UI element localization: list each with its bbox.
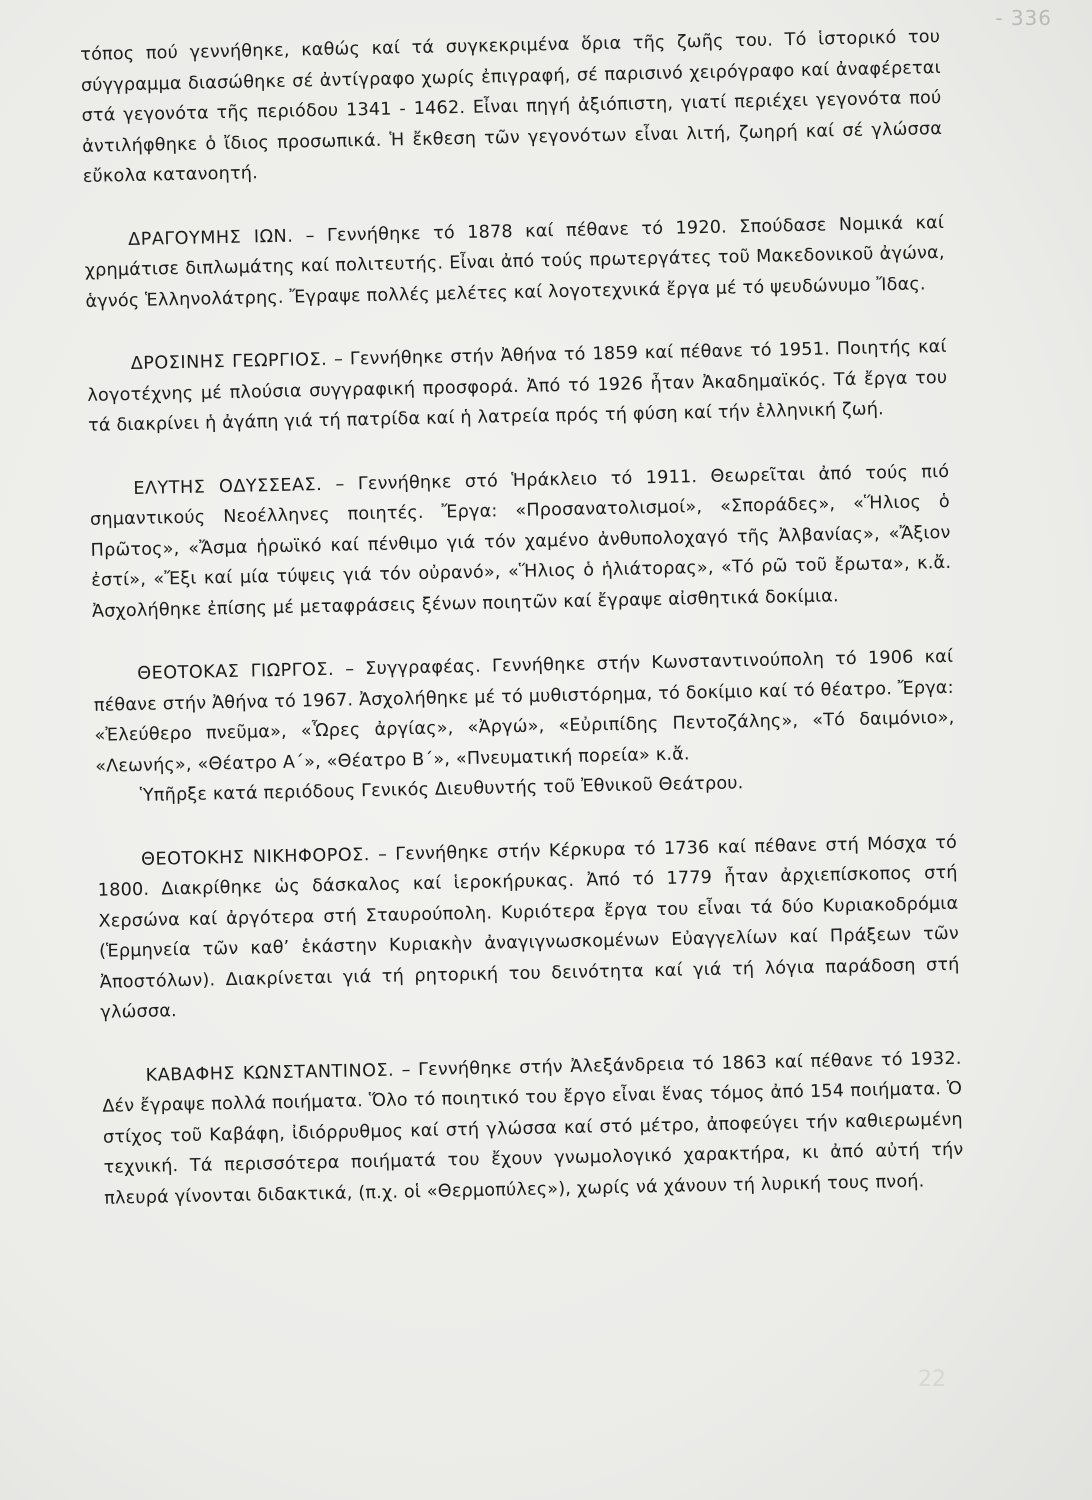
entry-text: τόπος πού γεννήθηκε, καθώς καί τά συγκεκριμένα ὅρια τῆς ζωῆς του. Τό ἱστορικό του σύγγραμμα διασώθηκε σέ ἀντίγραφο χωρίς ἐπιγραφή, σέ παρισινό χειρόγραφο καί ἀναφέρεται στά γεγονότα τῆς περιόδου 1341 - 1462. Εἶναι πηγή ἀξιόπιστη, γιατί περιέχει γεγονότα πού ἀντιλήφθηκε ὁ ἴδιος προσωπικά. Ἡ ἔκθεση τῶν γεγονότων εἶναι λιτή, ζωηρή καί σέ γλώσσα εὔκολα κατανοητή. (80, 26, 943, 187)
entry-text: – Συγγραφέας. Γεννήθηκε στήν Κωνσταντινούπολη τό 1906 καί πέθανε στήν Ἀθήνα τό 1967. Ἀσχολήθηκε μέ τό μυθιστόρημα, τό δοκίμιο καί τό θέατρο. Ἔργα: «Ἐλεύθερο πνεῦμα», «Ὧρες ἀργίας», «Ἀργώ», «Εὐριπίδης Πεντοζάλης», «Τό δαιμόνιο», «Λεωνής», «Θέατρο Α΄», «Θέατρο Β΄», «Πνευματική πορεία» κ.ἄ. (93, 646, 955, 777)
entry-name: ΚΑΒΑΦΗΣ ΚΩΝΣΤΑΝΤΙΝΟΣ. (145, 1060, 395, 1086)
entry-text: – Γεννήθηκε στήν Κέρκυρα τό 1736 καί πέθανε στή Μόσχα τό 1800. Διακρίθηκε ὡς δάσκαλος καί ἱεροκήρυκας. Ἀπό τό 1779 ἦταν ἀρχιεπίσκοπος στή Χερσώνα καί ἀργότερα στή Σταυρούπολη. Κυριότερα ἔργα του εἶναι τά δύο Κυριακοδρόμια (Ἑρμηνεία τῶν καθ’ ἑκάστην Κυριακὴν ἀναγιγνωσκομένων Εὐαγγελίων καί Πράξεων τῶν Ἀποστόλων). Διακρίνεται γιά τή ρητορική του δεινότητα καί γιά τή λόγια παράδοση στή γλώσσα. (97, 832, 960, 1023)
entry-continuation (80, 22, 943, 192)
entry-name: ΘΕΟΤΟΚΑΣ ΓΙΩΡΓΟΣ. (137, 659, 335, 684)
entry-name: ΔΡΑΓΟΥΜΗΣ ΙΩΝ. (127, 226, 294, 250)
page-number-bottom: 22 (918, 1367, 946, 1392)
text-body (80, 22, 965, 1247)
entry-drosinis (86, 332, 948, 441)
entry-name: ΕΛΥΤΗΣ ΟΔΥΣΣΕΑΣ. (133, 474, 323, 499)
entry-name: ΔΡΟΣΙΝΗΣ ΓΕΩΡΓΙΟΣ. (130, 349, 328, 375)
entry-kavafis (101, 1043, 964, 1213)
entry-elytis (89, 456, 952, 626)
entry-text: – Γεννήθηκε στήν Ἀλεξάνδρεια τό 1863 καί πέθανε τό 1932. Δέν ἔγραψε πολλά ποιήματα. Ὅλο τό ποιητικό του ἔργο εἶναι ἕνας τόμος ἀπό 154 ποιήματα. Ὁ στίχος τοῦ Καβάφη, ἰδιόρρυθμος καί στή γλώσσα καί στό μέτρο, ἀποφεύγει τήν καθιερωμένη τεχνική. Τά περισσότερα ποιήματά του ἔχουν γνωμολογικό χαρακτήρα, κι ἀπό αὐτή τήν πλευρά γίνονται διδακτικά, (π.χ. οἱ «Θερμοπύλες»), χωρίς νά χάνουν τή λυρική τους πνοή. (102, 1048, 964, 1209)
page-number-top: - 336 (995, 6, 1052, 30)
entry-name: ΘΕΟΤΟΚΗΣ ΝΙΚΗΦΟΡΟΣ. (140, 844, 371, 870)
entry-theotokas (93, 642, 955, 782)
entry-dragoumis (84, 207, 946, 316)
entry-text: – Γεννήθηκε στό Ἡράκλειο τό 1911. Θεωρεῖται ἀπό τούς πιό σημαντικούς Νεοέλληνες ποιητές. Ἔργα: «Προσανατολισμοί», «Σποράδες», «Ἥλιος ὁ Πρῶτος», «Ἄσμα ἡρωϊκό καί πένθιμο γιά τόν χαμένο ἀνθυπολοχαγό τῆς Ἀλβανίας», «Ἄξιον ἐστί», «Ἔξι καί μία τύψεις γιά τόν οὐρανό», «Ἥλιος ὁ ἡλιάτορας», «Τό ρῶ τοῦ ἔρωτα», κ.ἄ. Ἀσχολήθηκε ἐπίσης μέ μεταφράσεις ξένων ποιητῶν καί ἔγραψε αἰσθητικά δοκίμια. (89, 461, 952, 622)
entry-theotokis (97, 827, 961, 1028)
entry-text: Ὑπῆρξε κατά περιόδους Γενικός Διευθυντής τοῦ Ἐθνικοῦ Θεάτρου. (139, 773, 744, 806)
entry-text: – Γεννήθηκε τό 1878 καί πέθανε τό 1920. Σπούδασε Νομικά καί χρημάτισε διπλωμάτης καί πολιτευτής. Εἶναι ἀπό τούς πρωτεργάτες τοῦ Μακεδονικοῦ ἀγώνα, ἁγνός Ἑλληνολάτρης. Ἔγραψε πολλές μελέτες καί λογοτεχνικά ἔργα μέ τό ψευδώνυμο Ἴδας. (84, 212, 945, 312)
entry-text: – Γεννήθηκε στήν Ἀθήνα τό 1859 καί πέθανε τό 1951. Ποιητής καί λογοτέχνης μέ πλούσια συγγραφική προσφορά. Ἀπό τό 1926 ἦταν Ἀκαδημαϊκός. Τά ἔργα του τά διακρίνει ἡ ἀγάπη γιά τή πατρίδα καί ἡ λατρεία πρός τή φύση καί τήν ἑλληνική ζωή. (87, 336, 948, 436)
